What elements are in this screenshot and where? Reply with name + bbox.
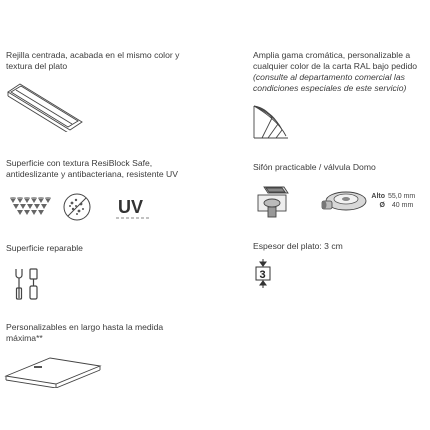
feature-personalizables-line2: máxima** <box>6 333 43 343</box>
feature-rejilla-line2: textura del plato <box>6 61 68 71</box>
sifon-diam-value: 40 mm <box>391 202 414 209</box>
feature-sifon <box>253 162 425 173</box>
sifon-diam-key: Ø <box>379 202 385 209</box>
feature-gama-note2: condiciones especiales de este servicio) <box>253 83 407 93</box>
uv-label: UV <box>118 197 144 217</box>
feature-sifon-title: Sifón practicable / válvula Domo <box>253 162 376 172</box>
drain-valve-icon <box>254 185 290 219</box>
sifon-alto-key: Alto <box>371 193 385 200</box>
feature-espesor-title: Espesor del plato: 3 cm <box>253 241 343 251</box>
thickness-icon <box>253 258 277 288</box>
feature-superficie-reparable-line1: Superficie reparable <box>6 243 83 253</box>
feature-superficie-textura-line1: Superficie con textura ResiBlock Safe, <box>6 158 153 168</box>
feature-gama-line2: cualquier color de la carta RAL bajo pedido <box>253 61 418 71</box>
repair-tools-icon <box>10 266 42 302</box>
feature-rejilla <box>6 50 206 72</box>
uv-resistant-icon <box>114 193 158 221</box>
siphon-icon <box>320 187 368 217</box>
sifon-specs <box>371 192 415 210</box>
sifon-alto-row <box>371 192 415 201</box>
feature-superficie-textura <box>6 158 206 180</box>
feature-espesor <box>253 241 425 252</box>
textured-cones-icon <box>8 194 52 218</box>
feature-superficie-textura-line2: antideslizante y antibacteriana, resistente UV <box>6 169 178 179</box>
color-swatch-fan-icon <box>252 104 292 140</box>
sifon-diam-row <box>371 201 415 210</box>
feature-gama <box>253 50 425 94</box>
feature-superficie-reparable <box>6 243 206 254</box>
drain-grate-icon <box>6 80 84 132</box>
shower-tray-icon <box>4 352 104 388</box>
feature-personalizables-line1: Personalizables en largo hasta la medida <box>6 322 164 332</box>
thickness-value: 3 <box>259 269 266 281</box>
feature-personalizables <box>6 322 206 344</box>
feature-gama-line1: Amplia gama cromática, personalizable a <box>253 50 411 60</box>
sifon-alto-value: 55,0 mm <box>388 193 416 200</box>
feature-gama-note1: (consulte al departamento comercial las <box>253 72 405 82</box>
feature-rejilla-line1: Rejilla centrada, acabada en el mismo color y <box>6 50 180 60</box>
antibacterial-icon <box>62 192 92 222</box>
